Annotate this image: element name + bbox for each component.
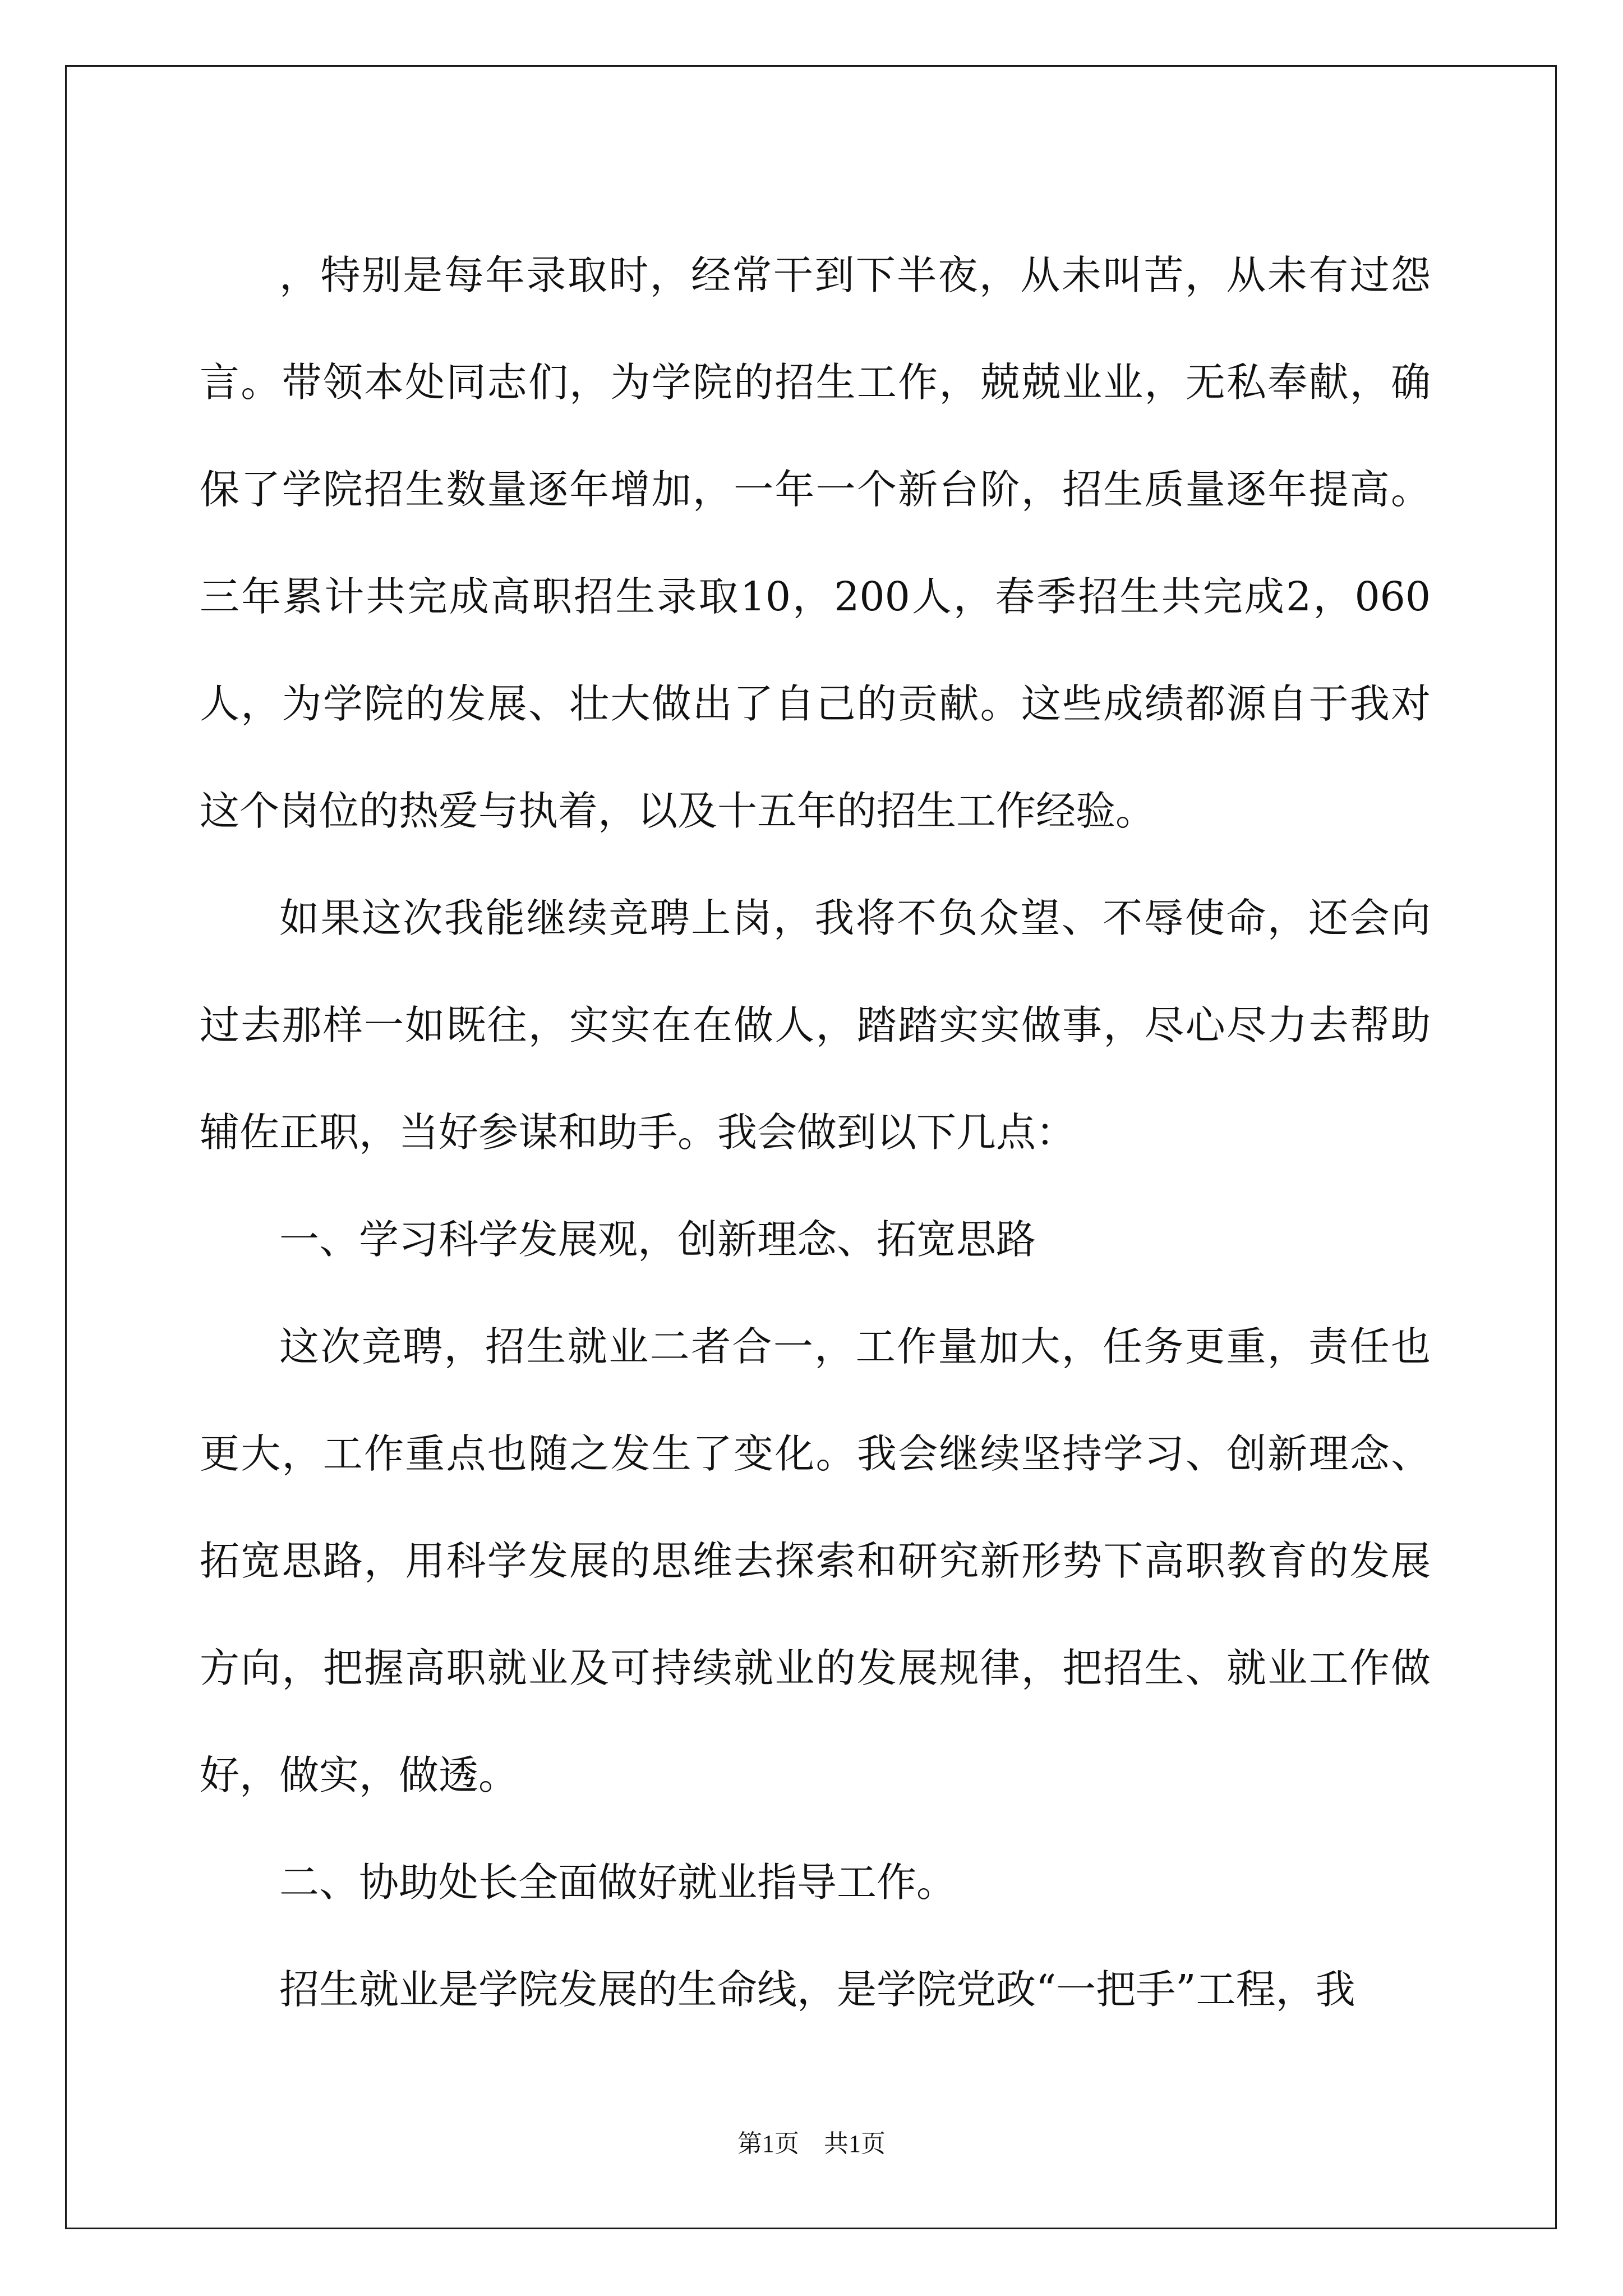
paragraph-section-1: 这次竞聘，招生就业二者合一，工作量加大，任务更重，责任也更大，工作重点也随之发生了变化。我会继续坚持学习、创新理念、拓宽思路，用科学发展的思维去探索和研究新形势下高职教育的发展方向，把握高职就业及可持续就业的发展规律，把招生、就业工作做好，做实，做透。 bbox=[200, 1323, 1431, 1798]
paragraph-section-2: 招生就业是学院发展的生命线，是学院党政“一把手”工程，我 bbox=[279, 1966, 1355, 2013]
document-body bbox=[200, 222, 1431, 2043]
paragraph-commitment: 如果这次我能继续竞聘上岗，我将不负众望、不辱使命，还会向过去那样一如既往，实实在在做人，踏踏实实做事，尽心尽力去帮助辅佐正职，当好参谋和助手。我会做到以下几点： bbox=[200, 895, 1431, 1156]
section-heading-2: 二、协助处长全面做好就业指导工作。 bbox=[279, 1859, 957, 1906]
paragraph-achievements: ，特别是每年录取时，经常干到下半夜，从未叫苦，从未有过怨言。带领本处同志们，为学院的招生工作，兢兢业业，无私奉献，确保了学院招生数量逐年增加，一年一个新台阶，招生质量逐年提高。三年累计共完成高职招生录取10，200人，春季招生共完成2，060人，为学院的发展、壮大做出了自己的贡献。这些成绩都源自于我对这个岗位的热爱与执着，以及十五年的招生工作经验。 bbox=[200, 252, 1431, 834]
section-heading-1: 一、学习科学发展观，创新理念、拓宽思路 bbox=[279, 1216, 1036, 1263]
page-footer: 第1页 共1页 bbox=[737, 2130, 886, 2157]
